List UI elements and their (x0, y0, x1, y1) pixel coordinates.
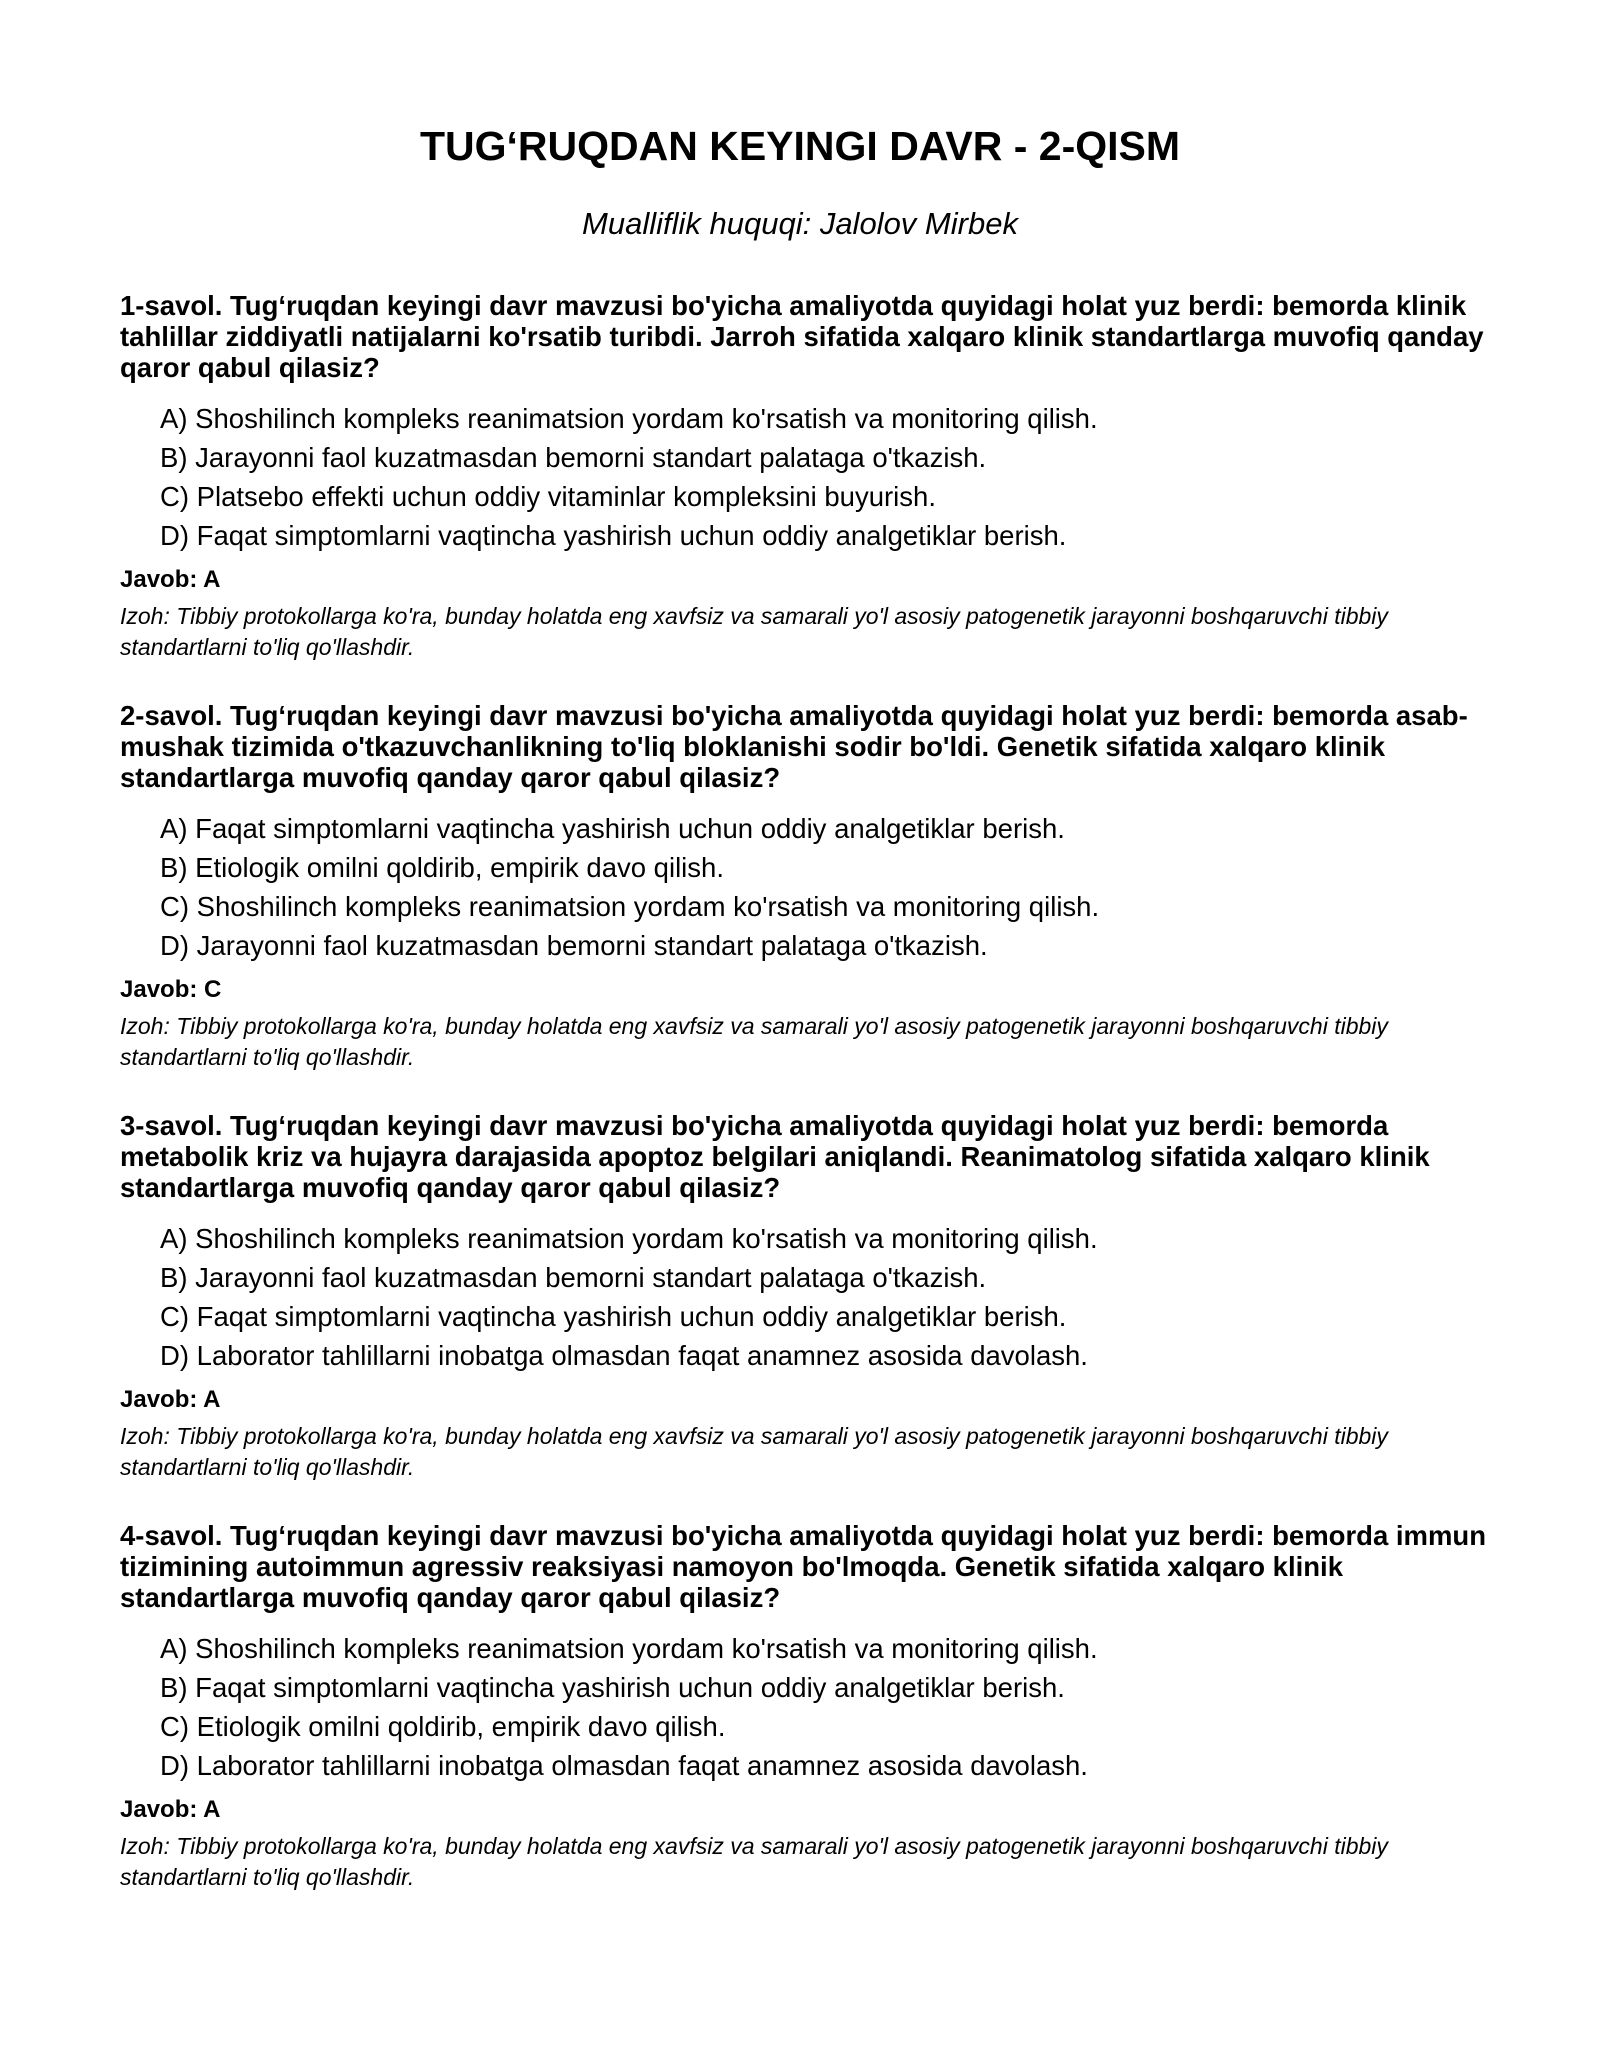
question-4 (120, 1520, 1490, 1893)
document-title: TUG‘RUQDAN KEYINGI DAVR - 2-QISM (419, 123, 1181, 169)
option-b: B) Faqat simptomlarni vaqtincha yashirish uchun oddiy analgetiklar berish. (160, 1672, 1065, 1703)
question-text: 4-savol. Tug‘ruqdan keyingi davr mavzusi bo'yicha amaliyotda quyidagi holat yuz berdi: bemorda immun tizimining autoimmun agressiv reaksiyasi namoyon bo'lmoqda. Genetik sifatida xalqaro klinik standartlarga muvofiq qanday qaror qabul qilasiz? (120, 1520, 1487, 1613)
option-c: C) Shoshilinch kompleks reanimatsion yordam ko'rsatish va monitoring qilish. (160, 891, 1100, 922)
option-a: A) Shoshilinch kompleks reanimatsion yordam ko'rsatish va monitoring qilish. (160, 403, 1098, 434)
answer-label: Javob: C (120, 976, 222, 1003)
explanation-note: Izoh: Tibbiy protokollarga ko'ra, bunday holatda eng xavfsiz va samarali yo'l asosiy patogenetik jarayonni boshqaruvchi tibbiy standartlarni to'liq qo'llashdir. (120, 1423, 1388, 1480)
option-d: D) Laborator tahlillarni inobatga olmasdan faqat anamnez asosida davolash. (160, 1340, 1088, 1371)
option-d: D) Laborator tahlillarni inobatga olmasdan faqat anamnez asosida davolash. (160, 1750, 1088, 1781)
answer-label: Javob: A (120, 1386, 221, 1413)
answer-options (120, 1219, 1490, 1375)
option-b: B) Etiologik omilni qoldirib, empirik davo qilish. (160, 852, 724, 883)
option-d: D) Jarayonni faol kuzatmasdan bemorni standart palataga o'tkazish. (160, 930, 988, 961)
option-c: C) Platsebo effekti uchun oddiy vitaminlar kompleksini buyurish. (160, 481, 936, 512)
option-a: A) Shoshilinch kompleks reanimatsion yordam ko'rsatish va monitoring qilish. (160, 1633, 1098, 1664)
question-3 (120, 1110, 1490, 1483)
option-b: B) Jarayonni faol kuzatmasdan bemorni standart palataga o'tkazish. (160, 1262, 987, 1293)
answer-label: Javob: A (120, 566, 221, 593)
answer-options (120, 1629, 1490, 1785)
answer-options (120, 809, 1490, 965)
question-text: 2-savol. Tug‘ruqdan keyingi davr mavzusi bo'yicha amaliyotda quyidagi holat yuz berdi: bemorda asab-mushak tizimida o'tkazuvchanlikning to'liq bloklanishi sodir bo'ldi. Genetik sifatida xalqaro klinik standartlarga muvofiq qanday qaror qabul qilasiz? (120, 700, 1468, 793)
option-c: C) Etiologik omilni qoldirib, empirik davo qilish. (160, 1711, 726, 1742)
option-a: A) Faqat simptomlarni vaqtincha yashirish uchun oddiy analgetiklar berish. (160, 813, 1065, 844)
option-a: A) Shoshilinch kompleks reanimatsion yordam ko'rsatish va monitoring qilish. (160, 1223, 1098, 1254)
document-subtitle: Mualliflik huquqi: Jalolov Mirbek (582, 206, 1018, 241)
explanation-note: Izoh: Tibbiy protokollarga ko'ra, bunday holatda eng xavfsiz va samarali yo'l asosiy patogenetik jarayonni boshqaruvchi tibbiy standartlarni to'liq qo'llashdir. (120, 1013, 1388, 1070)
question-1 (120, 290, 1490, 663)
explanation-note: Izoh: Tibbiy protokollarga ko'ra, bunday holatda eng xavfsiz va samarali yo'l asosiy patogenetik jarayonni boshqaruvchi tibbiy standartlarni to'liq qo'llashdir. (120, 1833, 1388, 1890)
question-text: 1-savol. Tug‘ruqdan keyingi davr mavzusi bo'yicha amaliyotda quyidagi holat yuz berdi: bemorda klinik tahlillar ziddiyatli natijalarni ko'rsatib turibdi. Jarroh sifatida xalqaro klinik standartlarga muvofiq qanday qaror qabul qilasiz? (120, 290, 1484, 383)
explanation-note: Izoh: Tibbiy protokollarga ko'ra, bunday holatda eng xavfsiz va samarali yo'l asosiy patogenetik jarayonni boshqaruvchi tibbiy standartlarni to'liq qo'llashdir. (120, 603, 1388, 660)
answer-options (120, 399, 1490, 555)
question-2 (120, 700, 1490, 1073)
question-text: 3-savol. Tug‘ruqdan keyingi davr mavzusi bo'yicha amaliyotda quyidagi holat yuz berdi: bemorda metabolik kriz va hujayra darajasida apoptoz belgilari aniqlandi. Reanimatolog sifatida xalqaro klinik standartlarga muvofiq qanday qaror qabul qilasiz? (120, 1110, 1430, 1203)
option-c: C) Faqat simptomlarni vaqtincha yashirish uchun oddiy analgetiklar berish. (160, 1301, 1067, 1332)
option-d: D) Faqat simptomlarni vaqtincha yashirish uchun oddiy analgetiklar berish. (160, 520, 1067, 551)
answer-label: Javob: A (120, 1796, 221, 1823)
option-b: B) Jarayonni faol kuzatmasdan bemorni standart palataga o'tkazish. (160, 442, 987, 473)
